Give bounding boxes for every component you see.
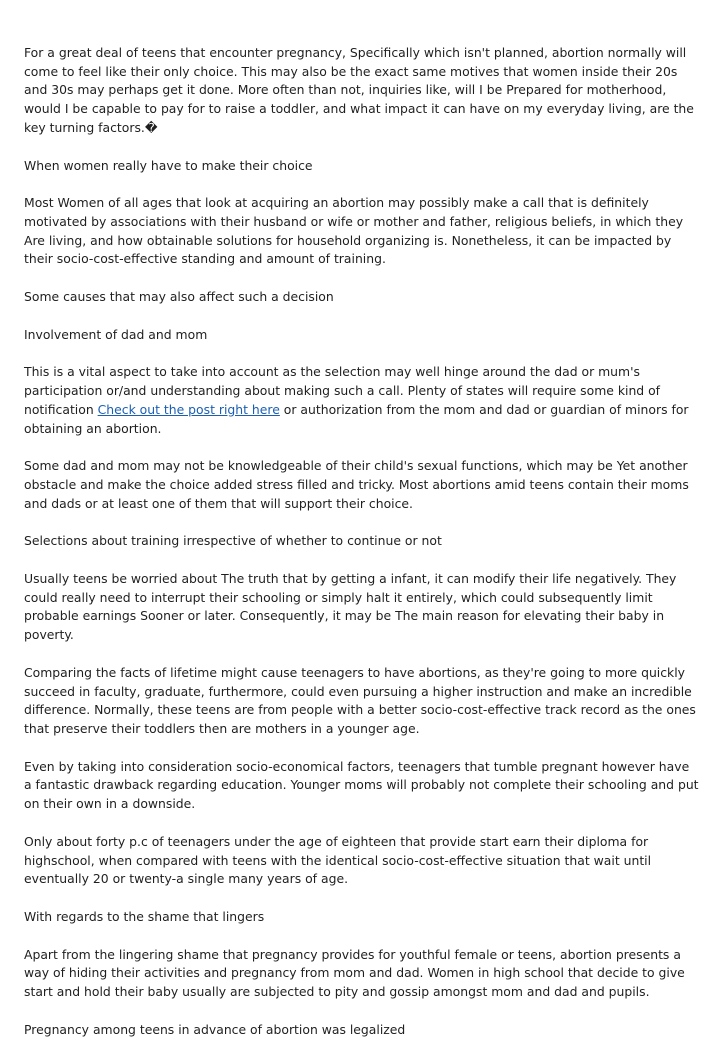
paragraph-intro: For a great deal of teens that encounter pregnancy, Specifically which isn't planned, abortion normally will come to feel like their only choice. This may also be the exact same motives that women inside their 20s and 30s may perhaps get it done. More often than not, inquiries like, will I be Prepared for motherhood, would I be capable to pay for to raise a toddler, and what impact it can have on my everyday living, are the key turning factors.�: [24, 45, 694, 135]
paragraph-text-after-link: or authorization from the mom and dad or guardian of minors for obtaining an abortion.: [24, 401, 689, 436]
subheading-causes: Some causes that may also affect such a decision: [24, 289, 334, 305]
subheading-choice: When women really have to make their choice: [24, 157, 313, 173]
paragraph-parental-involvement: [24, 363, 700, 438]
paragraph-diploma: Only about forty p.c of teenagers under the age of eighteen that provide start earn their diploma for highschool, when compared with teens with the identical socio-cost-effective situation that wait until eventually 20 or twenty-a single many years of age.: [24, 833, 652, 887]
paragraph-comparing: Comparing the facts of lifetime might cause teenagers to have abortions, as they're going to more quickly succeed in faculty, graduate, furthermore, could even pursuing a higher instruction and make an incredible difference. Normally, these teens are from people with a better socio-cost-effective track record as the ones that preserve their toddlers then are mothers in a younger age.: [24, 664, 696, 736]
paragraph-shame: Apart from the lingering shame that pregnancy provides for youthful female or teens, abortion presents a way of hiding their activities and pregnancy from mom and dad. Women in high school that decide to give start and hold their baby usually are subjected to pity and gossip amongst mom and dad and pupils.: [24, 946, 685, 1000]
paragraph-socio-economic: Even by taking into consideration socio-economical factors, teenagers that tumble pregnant however have a fantastic drawback regarding education. Younger moms will probably not complete their schooling and put on their own in a downside.: [24, 758, 699, 812]
subheading-legalized: Pregnancy among teens in advance of abortion was legalized: [24, 1021, 406, 1037]
paragraph-parent-awareness: Some dad and mom may not be knowledgeable of their child's sexual functions, which may be Yet another obstacle and make the choice added stress filled and tricky. Most abortions amid teens contain their moms and dads or at least one of them that will support their choice.: [24, 458, 689, 511]
subheading-shame: With regards to the shame that lingers: [24, 908, 265, 924]
subheading-parents: Involvement of dad and mom: [24, 326, 208, 342]
check-out-post-link[interactable]: Check out the post right here: [97, 401, 280, 417]
paragraph-influences: Most Women of all ages that look at acquiring an abortion may possibly make a call that is definitely motivated by associations with their husband or wife or mother and father, religious beliefs, in which they Are living, and how obtainable solutions for household organizing is. Nonetheless, it can be impacted by their socio-cost-effective standing and amount of training.: [24, 195, 684, 267]
article-body: [24, 44, 700, 1058]
paragraph-text-before-link: This is a vital aspect to take into account as the selection may well hinge around the dad or mum's participation or/and understanding about making such a call. Plenty of states will require some kind of notification: [24, 364, 661, 417]
paragraph-schooling: Usually teens be worried about The truth that by getting a infant, it can modify their life negatively. They could really need to interrupt their schooling or simply halt it entirely, which could subsequently limit probable earnings Sooner or later. Consequently, it may be The main reason for elevating their baby in poverty.: [24, 571, 677, 643]
subheading-training: Selections about training irrespective of whether to continue or not: [24, 533, 442, 549]
